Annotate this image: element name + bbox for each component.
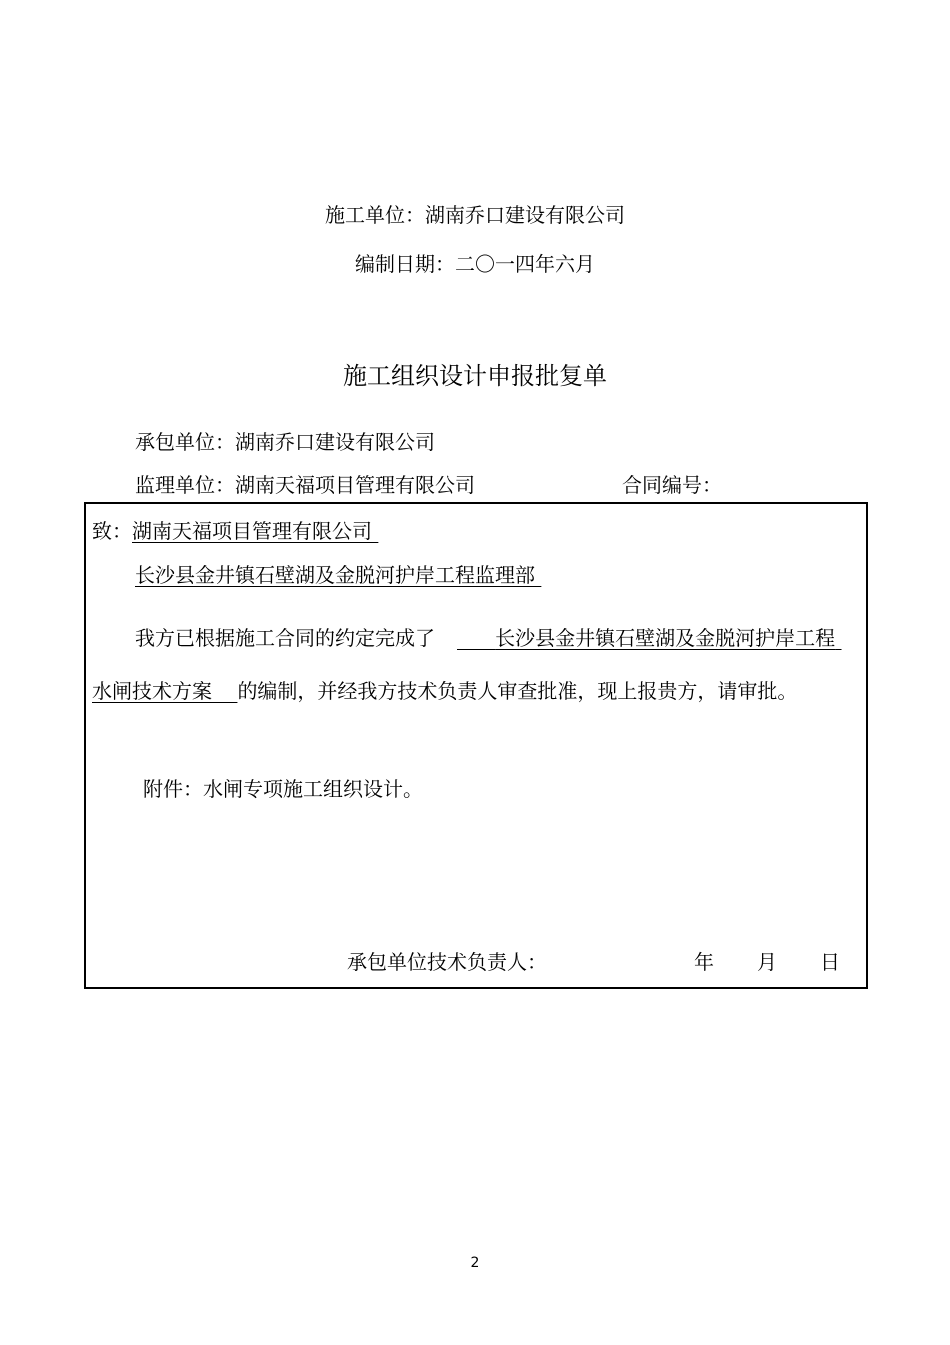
contractor-line: 承包单位：湖南乔口建设有限公司 — [135, 430, 435, 454]
compile-date: 编制日期：二〇一四年六月 — [355, 252, 595, 276]
addressee-department: 长沙县金井镇石壁湖及金脱河护岸工程监理部 — [135, 563, 535, 587]
addressee-underline-tail — [372, 519, 378, 543]
day-label: 日 — [820, 950, 840, 974]
plan-name-trail-space — [212, 679, 237, 703]
construction-unit: 施工单位：湖南乔口建设有限公司 — [325, 203, 625, 227]
body-second-line — [92, 677, 797, 705]
project-name: 长沙县金井镇石壁湖及金脱河护岸工程 — [495, 626, 836, 650]
addressee-prefix: 致： — [92, 519, 132, 543]
department-underline-tail — [535, 563, 541, 587]
signatory-label: 承包单位技术负责人： — [347, 950, 547, 974]
project-name-field — [457, 624, 857, 652]
project-name-trail-space — [835, 626, 841, 650]
attachment-line: 附件：水闸专项施工组织设计。 — [143, 777, 423, 801]
supervisor-line: 监理单位：湖南天福项目管理有限公司 — [135, 473, 475, 497]
addressee-company: 湖南天福项目管理有限公司 — [132, 519, 372, 543]
plan-name: 水闸技术方案 — [92, 679, 212, 703]
project-name-lead-space — [457, 626, 495, 650]
page-number: 2 — [470, 1255, 480, 1271]
addressee-line — [92, 517, 378, 545]
contract-number-label: 合同编号： — [622, 473, 722, 497]
year-label: 年 — [694, 950, 714, 974]
month-label: 月 — [757, 950, 777, 974]
body-rest: 的编制，并经我方技术负责人审查批准，现上报贵方，请审批。 — [237, 679, 798, 703]
body-intro: 我方已根据施工合同的约定完成了 — [135, 626, 435, 650]
form-title: 施工组织设计申报批复单 — [343, 362, 607, 390]
addressee-department-line — [135, 561, 541, 589]
